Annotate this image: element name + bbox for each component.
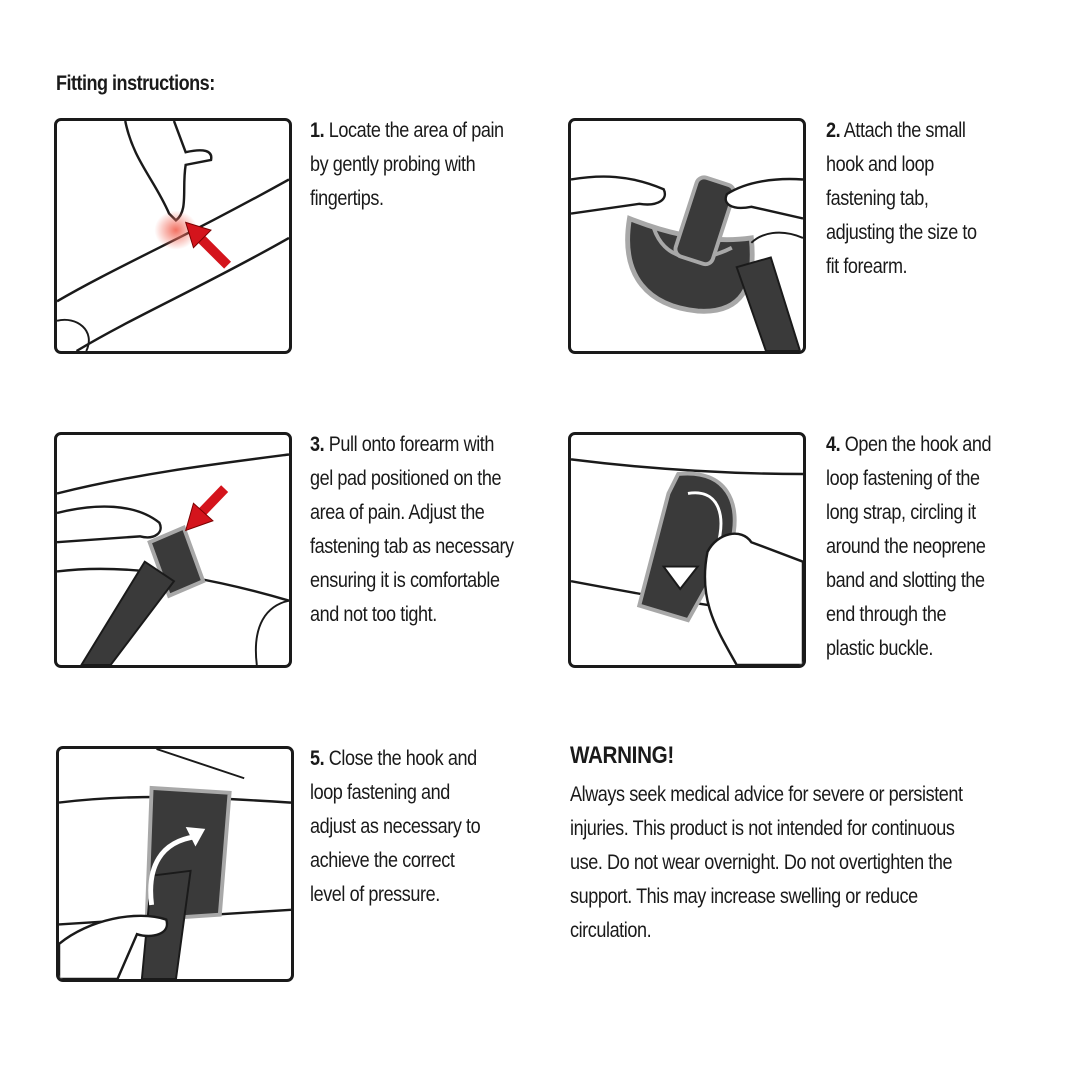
buckle-strap-icon: [571, 435, 803, 665]
step-2-number: 2.: [826, 119, 841, 142]
pull-strap-icon: [57, 435, 289, 665]
step-1-text: [310, 114, 542, 216]
step-5-instruction: Close the hook and loop fastening and adjust as necessary to achieve the correct level of pressure.: [310, 747, 481, 906]
red-arrow-icon: [186, 489, 225, 531]
step-3-illustration: [54, 432, 292, 668]
step-1-illustration: [54, 118, 292, 354]
step-4-instruction: Open the hook and loop fastening of the long strap, circling it around the neoprene band and slotting the end through the plastic buckle.: [826, 433, 992, 660]
warning-text: Always seek medical advice for severe or persistent injuries. This product is not intended for continuous use. Do not wear overnight. Do not overtighten the support. This may increase swelling or reduce circulation.: [570, 783, 963, 942]
step-4-number: 4.: [826, 433, 841, 456]
close-strap-icon: [59, 749, 291, 979]
step-2-instruction: Attach the small hook and loop fastening tab, adjusting the size to fit forearm.: [826, 119, 977, 278]
step-5-illustration: [56, 746, 294, 982]
step-3-text: [310, 428, 542, 632]
page-heading: Fitting instructions:: [56, 72, 215, 95]
step-2-text: [826, 114, 1058, 284]
step-4-text: [826, 428, 1058, 666]
step-5-number: 5.: [310, 747, 325, 770]
step-1-number: 1.: [310, 119, 325, 142]
step-4-illustration: [568, 432, 806, 668]
step-3-instruction: Pull onto forearm with gel pad positioned on the area of pain. Adjust the fastening tab as necessary ensuring it is comfortable and not too tight.: [310, 433, 514, 626]
step-2-illustration: [568, 118, 806, 354]
warning-title: WARNING!: [570, 742, 674, 769]
finger-probing-icon: [57, 121, 289, 351]
step-3-number: 3.: [310, 433, 325, 456]
red-arrow-icon: [186, 222, 228, 265]
step-1-instruction: Locate the area of pain by gently probing with fingertips.: [310, 119, 504, 210]
fastening-tab-icon: [571, 121, 803, 351]
step-5-text: [310, 742, 542, 912]
